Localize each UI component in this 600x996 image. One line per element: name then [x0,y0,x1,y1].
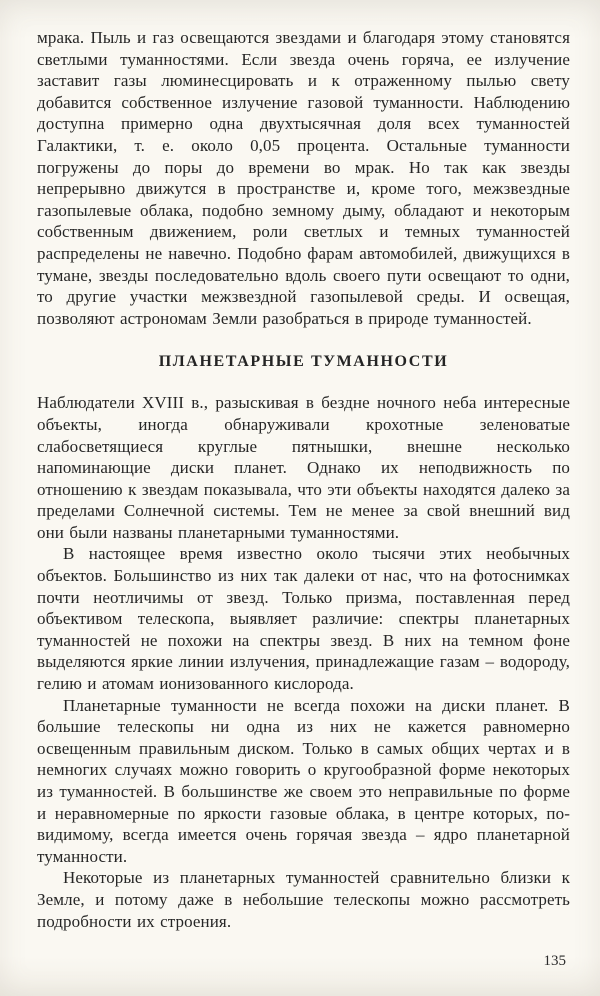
paragraph: Наблюдатели XVIII в., разыскивая в бездне ночного неба интересные объекты, иногда обнаруживали крохотные зеленоватые слабосветящиеся круглые пятнышки, внешне несколько напоминающие диски планет. Однако их неподвижность по отношению к звездам показывала, что эти объекты находятся далеко за пределами Солнечной системы. Тем не менее за свой внешний вид они были названы планетарными туманностями. [37,393,570,542]
paragraph: Планетарные туманности не всегда похожи на диски планет. В большие телескопы ни одна из них не кажется равномерно освещенным правильным диском. Только в самых общих чертах и в немногих случаях можно говорить о кругообразной форме некоторых из туманностей. В большинстве же своем это неправильные по форме и неравномерные по яркости газовые облака, в центре которых, по-видимому, всегда имеется очень горячая звезда – ядро планетарной туманности. [37,695,570,866]
page-body-text [37,27,570,932]
paragraph: Некоторые из планетарных туманностей сравнительно близки к Земле, и потому даже в небольшие телескопы можно рассмотреть подробности их строения. [37,868,570,931]
paragraph-continuation: мрака. Пыль и газ освещаются звездами и благодаря этому становятся светлыми туманностями. Если звезда очень горяча, ее излучение заставит газы люминесцировать и к отраженному пылью свету добавится собственное излучение газовой туманности. Наблюдению доступна примерно одна двухтысячная доля всех туманностей Галактики, т. е. около 0,05 процента. Остальные туманности погружены до поры до времени во мрак. Но так как звезды непрерывно движутся в пространстве и, кроме того, межзвездные газопылевые облака, подобно земному дыму, обладают и некоторым собственным движением, роли светлых и темных туманностей распределены не навечно. Подобно фарам автомобилей, движущихся в тумане, звезды последовательно вдоль своего пути освещают то одни, то другие участки межзвездной газопылевой среды. И освещая, позволяют астрономам Земли разобраться в природе туманностей. [37,28,570,328]
section-heading: ПЛАНЕТАРНЫЕ ТУМАННОСТИ [158,353,449,371]
paragraph: В настоящее время известно около тысячи этих необычных объектов. Большинство из них так далеки от нас, что на фотоснимках почти неотличимы от звезд. Только призма, поставленная перед объективом телескопа, выявляет различие: спектры планетарных туманностей не похожи на спектры звезд. В них на темном фоне выделяются яркие линии излучения, принадлежащие газам – водороду, гелию и атомам ионизованного кислорода. [37,544,570,694]
page-number: 135 [543,953,566,969]
